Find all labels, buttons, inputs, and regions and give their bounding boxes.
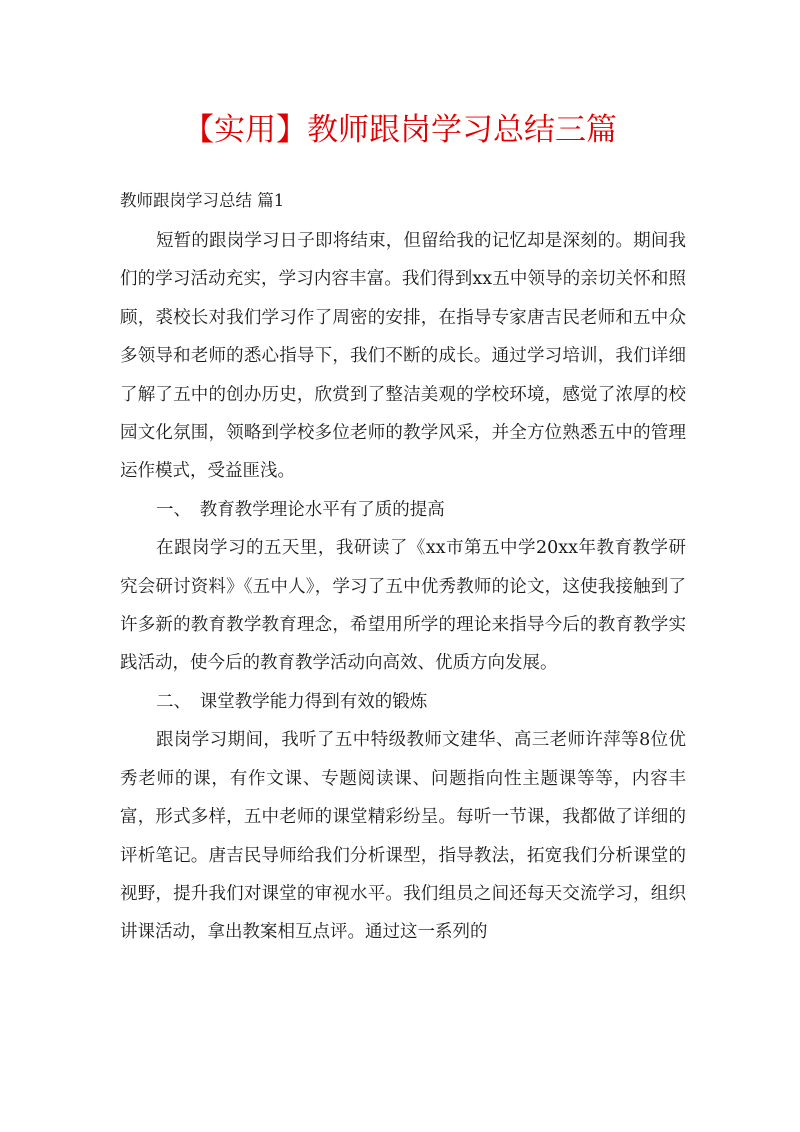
section-2-paragraph: 跟岗学习期间，我听了五中特级教师文建华、高三老师许萍等8位优秀老师的课，有作文课、专题阅读课、问题指向性主题课等等，内容丰富，形式多样，五中老师的课堂精彩纷呈。每听一节课，我都做了详细的评析笔记。唐吉民导师给我们分析课型，指导教法，拓宽我们分析课堂的视野，提升我们对课堂的审视水平。我们组员之间还每天交流学习，组织讲课活动，拿出教案相互点评。通过这一系列的 — [120, 730, 686, 943]
subheading: 教师跟岗学习总结 篇1 — [120, 191, 285, 210]
section-2-heading: 二、 课堂教学能力得到有效的锻炼 — [156, 691, 428, 712]
document-title: 【实用】教师跟岗学习总结三篇 — [183, 112, 617, 148]
section-1-heading: 一、 教育教学理论水平有了质的提高 — [156, 499, 445, 520]
section-1-paragraph: 在跟岗学习的五天里，我研读了《xx市第五中学20xx年教育教学研究会研讨资料》《五中人》，学习了五中优秀教师的论文，这使我接触到了许多新的教育教学教育理念，希望用所学的理论来指导今后的教育教学实践活动，使今后的教育教学活动向高效、优质方向发展。 — [120, 538, 686, 674]
document-body — [120, 182, 686, 952]
intro-paragraph: 短暂的跟岗学习日子即将结束，但留给我的记忆却是深刻的。期间我们的学习活动充实，学习内容丰富。我们得到xx五中领导的亲切关怀和照顾，裘校长对我们学习作了周密的安排，在指导专家唐吉民老师和五中众多领导和老师的悉心指导下，我们不断的成长。通过学习培训，我们详细了解了五中的创办历史，欣赏到了整洁美观的学校环境，感觉了浓厚的校园文化氛围，领略到学校多位老师的教学风采，并全方位熟悉五中的管理运作模式，受益匪浅。 — [120, 231, 686, 482]
